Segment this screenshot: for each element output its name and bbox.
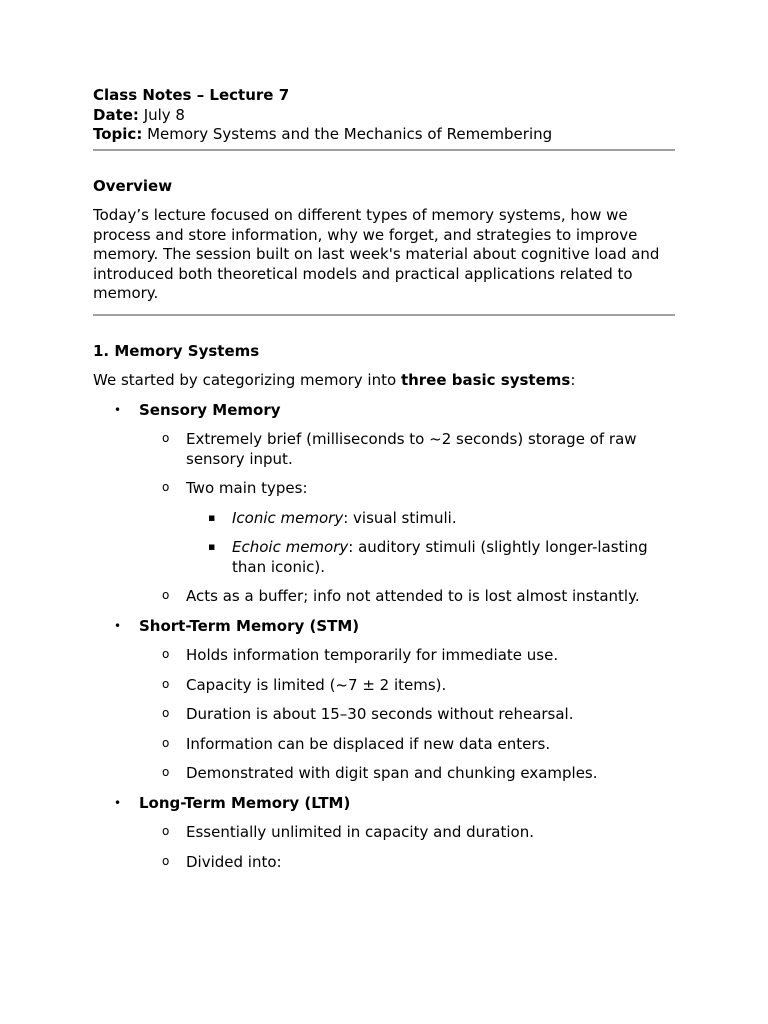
bullet-marker: o [162,676,170,691]
bullet-marker: o [162,706,170,720]
doc-title: Class Notes – Lecture 7 [93,86,290,104]
list-item: o Holds information temporarily for immediate use. [162,646,559,664]
section-intro: We started by categorizing memory into three basic systems: [93,371,576,389]
list-item: o Extremely brief (milliseconds to ~2 seconds) storage of raw sensory input. [162,430,637,468]
bullet-marker: o [162,765,170,779]
bullet-marker: o [162,735,170,750]
list-item: o Demonstrated with digit span and chunking examples. [162,764,598,782]
bullet-marker: ▪ [208,540,216,553]
list-item-iconic: ▪ Iconic memory: visual stimuli. [208,508,457,527]
bullet-marker: o [162,647,170,661]
bullet-marker: • [114,795,122,810]
doc-date: Date: July 8 [93,105,185,124]
bullet-marker: o [162,588,170,602]
list-item: o Capacity is limited (~7 ± 2 items). [162,675,447,694]
list-item: o Information can be displaced if new data enters. [162,734,551,753]
bullet-marker: • [114,618,122,633]
doc-topic: Topic: Memory Systems and the Mechanics of Remembering [93,125,553,143]
overview-heading: Overview [93,176,173,195]
section-heading-memory-systems: 1. Memory Systems [93,341,260,360]
divider [93,314,675,316]
overview-body: Today’s lecture focused on different types of memory systems, how we process and store information, why we forget, and strategies to improve memory. The session built on last week's material about cognitive load and introduced both theoretical models and practical applications related to memory. [93,206,660,302]
list-item-echoic: ▪ Echoic memory: auditory stimuli (slightly longer-lasting than iconic). [208,538,648,576]
list-item: o Essentially unlimited in capacity and duration. [162,823,535,841]
list-item: o Divided into: [162,852,282,871]
list-item-short-term-memory: • Short-Term Memory (STM) [114,616,360,635]
bullet-marker: o [162,480,170,494]
bullet-marker: o [162,824,170,838]
bullet-marker: o [162,431,170,445]
list-item-sensory-memory: • Sensory Memory [114,400,281,419]
list-item: o Duration is about 15–30 seconds without rehearsal. [162,705,574,723]
bullet-marker: o [162,853,170,868]
divider [93,149,675,151]
list-item: o Acts as a buffer; info not attended to is lost almost instantly. [162,587,640,605]
bullet-marker: ▪ [208,510,216,524]
list-item-long-term-memory: • Long-Term Memory (LTM) [114,793,351,812]
document-page [93,86,675,872]
list-item: o Two main types: [162,479,308,497]
bullet-marker: • [114,402,122,417]
